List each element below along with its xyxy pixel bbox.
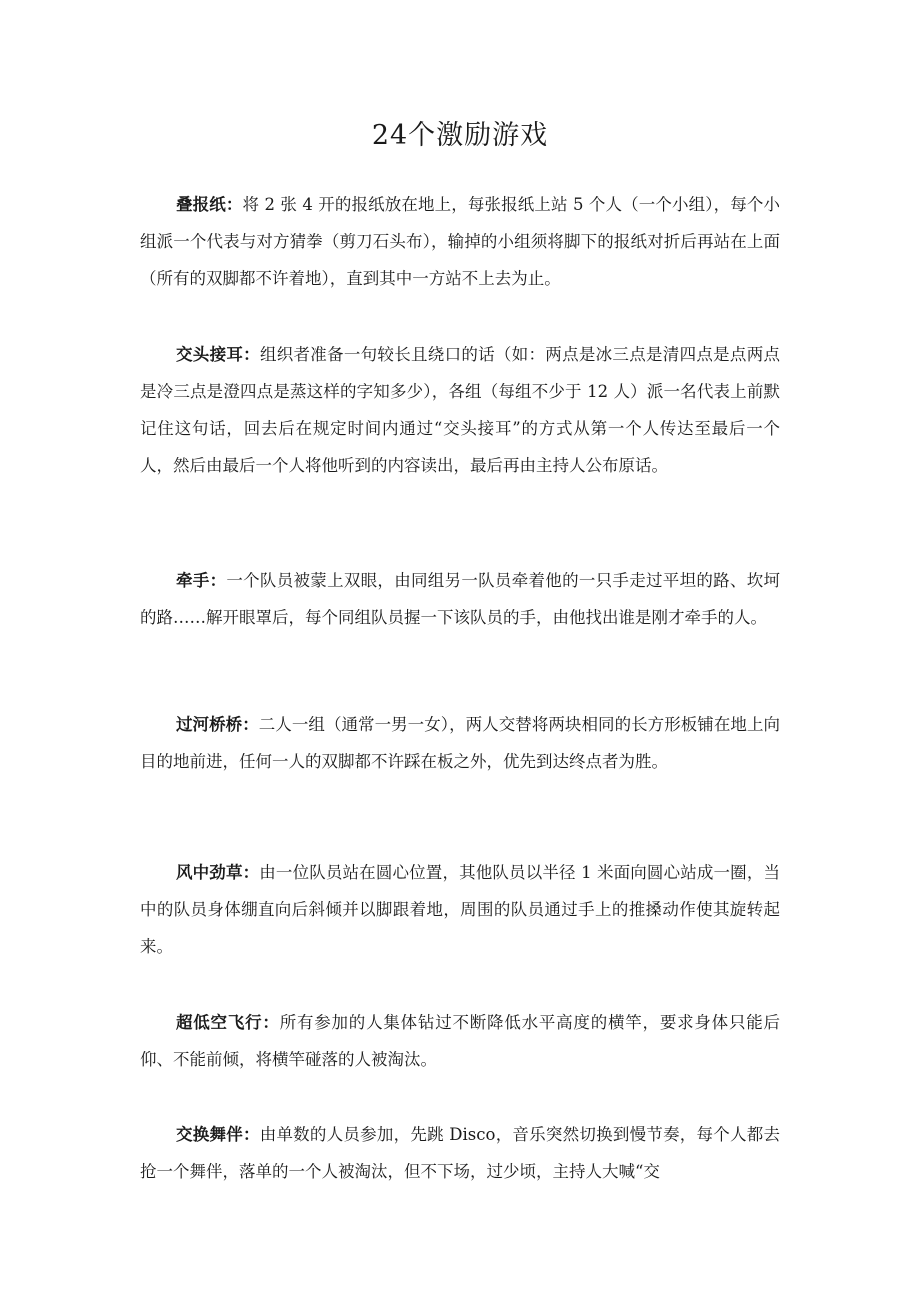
- game-paragraph-die-baozhi: [140, 186, 780, 297]
- game-paragraph-qianshou: [140, 562, 780, 636]
- game-paragraph-fengzhong-jincao: [140, 854, 780, 965]
- game-term: 超低空飞行：: [176, 1013, 280, 1032]
- game-paragraph-jiaotou-jieer: [140, 336, 780, 484]
- document-title: 24个激励游戏: [371, 120, 549, 151]
- game-paragraph-jiaohuan-wuban: [140, 1116, 780, 1190]
- game-term: 交换舞伴：: [176, 1125, 260, 1144]
- game-description: 组织者准备一句较长且绕口的话（如：两点是冰三点是清四点是点两点是冷三点是澄四点是蒸这样的字知多少），各组（每组不少于 12 人）派一名代表上前默记住这句话，回去后在规定时间内通过“交头接耳”的方式从第一个人传达至最后一个人，然后由最后一个人将他听到的内容读出，最后再由主持人公布原话。: [140, 345, 781, 475]
- game-term: 交头接耳：: [176, 345, 260, 364]
- game-description: 由单数的人员参加，先跳 Disco，音乐突然切换到慢节奏，每个人都去抢一个舞伴，落单的一个人被淘汰，但不下场，过少顷，主持人大喊“交: [140, 1125, 780, 1181]
- game-paragraph-chaodikong-feixing: [140, 1004, 780, 1078]
- game-term: 过河桥桥：: [176, 715, 259, 734]
- game-description: 由一位队员站在圆心位置，其他队员以半径 1 米面向圆心站成一圈，当中的队员身体绷直向后斜倾并以脚跟着地，周围的队员通过手上的推搡动作使其旋转起来。: [140, 863, 780, 956]
- game-term: 叠报纸：: [176, 195, 243, 214]
- game-term: 风中劲草：: [176, 863, 260, 882]
- game-description: 将 2 张 4 开的报纸放在地上，每张报纸上站 5 个人（一个小组），每个小组派一个代表与对方猜拳（剪刀石头布），输掉的小组须将脚下的报纸对折后再站在上面（所有的双脚都不许着地），直到其中一方站不上去为止。: [140, 195, 781, 288]
- game-description: 所有参加的人集体钻过不断降低水平高度的横竿，要求身体只能后仰、不能前倾，将横竿碰落的人被淘汰。: [140, 1013, 781, 1069]
- game-paragraph-guohe-qiaoqiao: [140, 706, 780, 780]
- game-term: 牵手：: [176, 571, 227, 590]
- game-description: 一个队员被蒙上双眼，由同组另一队员牵着他的一只手走过平坦的路、坎坷的路……解开眼罩后，每个同组队员握一下该队员的手，由他找出谁是刚才牵手的人。: [140, 571, 781, 627]
- game-description: 二人一组（通常一男一女），两人交替将两块相同的长方形板铺在地上向目的地前进，任何一人的双脚都不许踩在板之外，优先到达终点者为胜。: [140, 715, 781, 771]
